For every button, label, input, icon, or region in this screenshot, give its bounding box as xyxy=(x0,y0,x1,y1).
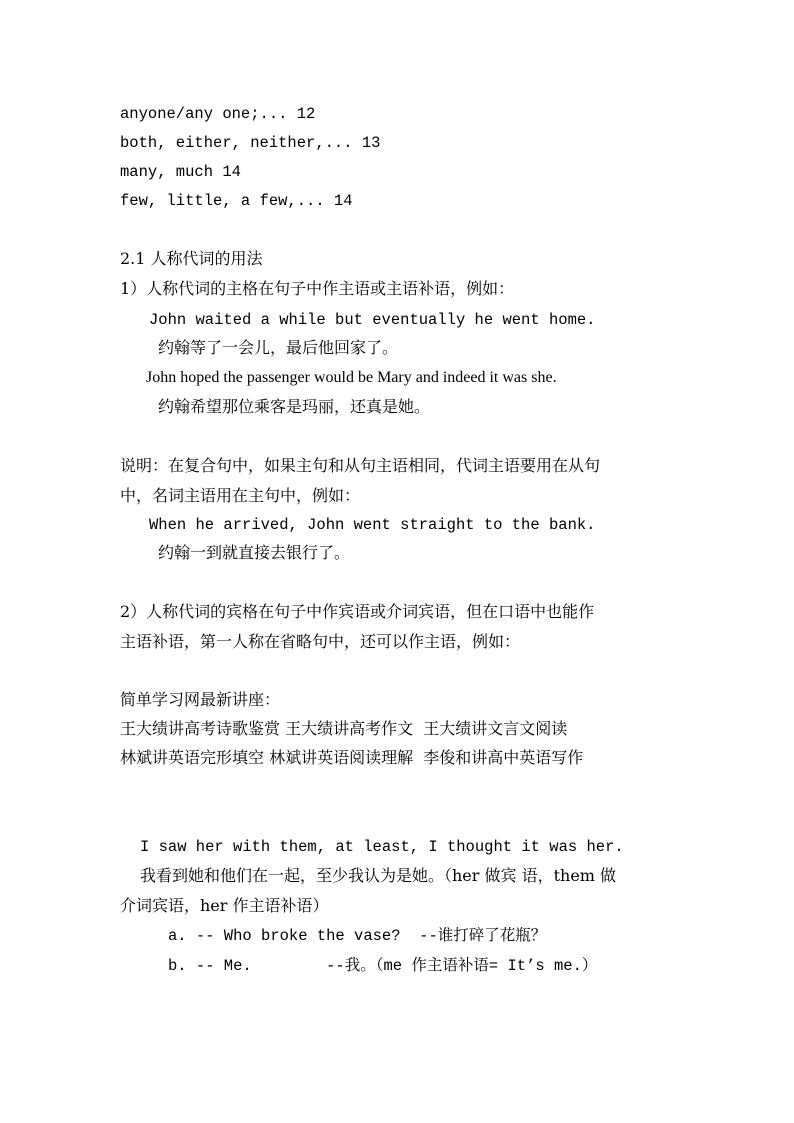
example-chinese: 约翰希望那位乘客是玛丽，还真是她。 xyxy=(158,397,431,416)
toc-entry: anyone/any one;... 12 xyxy=(120,105,316,123)
example-chinese: 约翰一到就直接去银行了。 xyxy=(158,543,351,562)
ad-links-row: 林斌讲英语完形填空 林斌讲英语阅读理解 李俊和讲高中英语写作 xyxy=(120,748,584,767)
point2-line: 主语补语，第一人称在省略句中，还可以作主语，例如： xyxy=(120,632,521,651)
example-english: John waited a while but eventually he went home. xyxy=(149,311,596,329)
ad-title: 简单学习网最新讲座： xyxy=(120,690,281,709)
example-english: I saw her with them, at least, I thought it was her. xyxy=(140,838,624,856)
dialogue-line-b: b. -- Me. --我。（me 作主语补语= It’s me.） xyxy=(168,957,598,975)
note-line: 中，名词主语用在主句中，例如： xyxy=(120,486,361,505)
point2-line: 2）人称代词的宾格在句子中作宾语或介词宾语，但在口语中也能作 xyxy=(120,602,595,621)
example-english: When he arrived, John went straight to the bank. xyxy=(149,516,596,534)
example-chinese: 我看到她和他们在一起，至少我认为是她。（her 做宾 语，them 做 xyxy=(140,866,617,885)
note-line: 说明：在复合句中，如果主句和从句主语相同，代词主语要用在从句 xyxy=(120,456,601,475)
section-heading: 2.1 人称代词的用法 xyxy=(120,249,263,268)
toc-entry: many, much 14 xyxy=(120,163,241,181)
example-english: John hoped the passenger would be Mary and indeed it was she. xyxy=(146,369,557,386)
toc-entry: few, little, a few,... 14 xyxy=(120,192,353,210)
example-chinese: 介词宾语，her 作主语补语） xyxy=(120,896,329,915)
ad-links-row: 王大绩讲高考诗歌鉴赏 王大绩讲高考作文 王大绩讲文言文阅读 xyxy=(120,719,568,738)
point1-heading: 1）人称代词的主格在句子中作主语或主语补语，例如： xyxy=(120,279,515,298)
example-chinese: 约翰等了一会儿，最后他回家了。 xyxy=(158,338,399,357)
dialogue-line-a: a. -- Who broke the vase? --谁打碎了花瓶？ xyxy=(168,927,547,945)
toc-entry: both, either, neither,... 13 xyxy=(120,134,381,152)
